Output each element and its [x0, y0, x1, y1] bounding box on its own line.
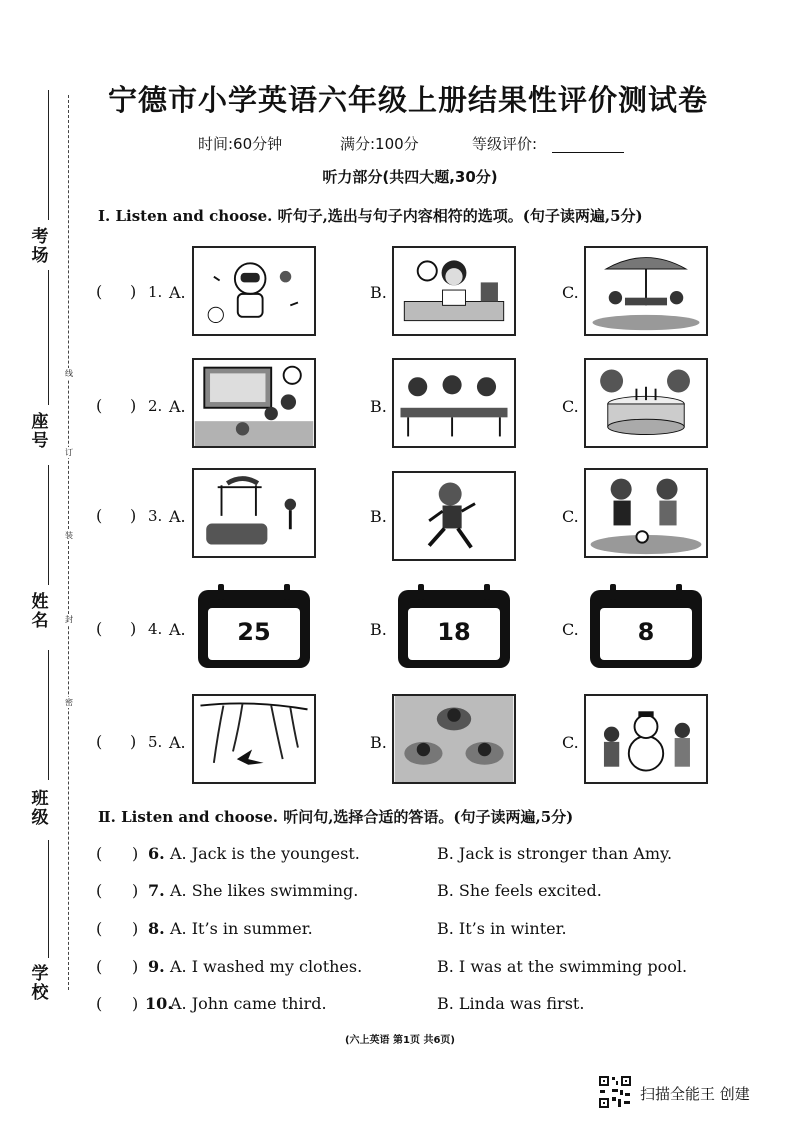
option-b-label: B. [370, 397, 387, 416]
question-number: 5. [148, 733, 163, 751]
binding-dashed-line [68, 95, 69, 990]
question-number: 6. [148, 844, 165, 863]
girl-reading-picture[interactable] [392, 246, 516, 336]
seal-char-line: 线 [65, 369, 73, 378]
option-a-label: A. [169, 507, 186, 526]
willow-swallow-picture[interactable] [192, 694, 316, 784]
option-c-label: C. [562, 507, 579, 526]
answer-option-a[interactable]: A. It’s in summer. [170, 919, 313, 938]
answer-paren-close: ) [132, 994, 139, 1013]
question-number: 8. [148, 919, 165, 938]
class-line [48, 650, 49, 780]
answer-option-b[interactable]: B. Jack is stronger than Amy. [437, 844, 673, 863]
score-info: 满分:100分 [340, 135, 419, 153]
class-label: 班级 [31, 789, 49, 828]
answer-paren-open[interactable]: ( [96, 619, 103, 638]
question-number: 2. [148, 397, 163, 415]
question-number: 10. [145, 994, 173, 1013]
school-label: 学校 [31, 964, 49, 1003]
answer-option-b[interactable]: B. It’s in winter. [437, 919, 567, 938]
answer-option-b[interactable]: B. Linda was first. [437, 994, 585, 1013]
scanner-watermark: 扫描全能王 创建 [640, 1085, 750, 1103]
seal-char-feng: 封 [65, 615, 73, 624]
answer-paren-close: ) [132, 919, 139, 938]
answer-paren-open[interactable]: ( [96, 732, 103, 751]
exam-room-label: 考场 [31, 227, 49, 266]
snowman-children-picture[interactable] [584, 694, 708, 784]
grade-blank[interactable] [552, 152, 624, 153]
question-number: 7. [148, 881, 165, 900]
listening-heading: 听力部分(共四大题,30分) [322, 168, 498, 186]
high-jump-picture[interactable] [192, 468, 316, 558]
picnic-umbrella-picture[interactable] [584, 246, 708, 336]
calendar-date: 25 [237, 618, 271, 646]
question-number: 3. [148, 507, 163, 525]
option-a-label: A. [169, 620, 186, 639]
children-at-desks-picture[interactable] [392, 358, 516, 448]
answer-paren-open[interactable]: ( [96, 881, 103, 900]
option-b-label: B. [370, 507, 387, 526]
answer-option-a[interactable]: A. She likes swimming. [170, 881, 359, 900]
boy-running-picture[interactable] [392, 471, 516, 561]
part2-heading: Ⅱ. Listen and choose. 听问句,选择合适的答语。(句子读两遍,5分) [98, 808, 574, 826]
answer-paren-open[interactable]: ( [96, 396, 103, 415]
answer-paren-open[interactable]: ( [96, 282, 103, 301]
answer-paren-close: ) [132, 881, 139, 900]
option-a-label: A. [169, 397, 186, 416]
answer-paren-open[interactable]: ( [96, 506, 103, 525]
answer-paren-close: ) [130, 732, 137, 751]
name-label: 姓名 [31, 592, 49, 631]
seat-number-line [48, 270, 49, 405]
answer-paren-open[interactable]: ( [96, 844, 103, 863]
answer-paren-close: ) [130, 506, 137, 525]
seal-char-zhuang: 装 [65, 531, 73, 540]
time-info: 时间:60分钟 [198, 135, 283, 153]
answer-option-a[interactable]: A. Jack is the youngest. [170, 844, 360, 863]
option-b-label: B. [370, 733, 387, 752]
boys-football-picture[interactable] [584, 468, 708, 558]
part1-heading: Ⅰ. Listen and choose. 听句子,选出与句子内容相符的选项。(句子读两遍,5分) [98, 207, 643, 225]
option-c-label: C. [562, 733, 579, 752]
school-line [48, 840, 49, 958]
answer-option-a[interactable]: A. John came third. [170, 994, 327, 1013]
option-c-label: C. [562, 397, 579, 416]
astronaut-picture[interactable] [192, 246, 316, 336]
question-number: 4. [148, 620, 163, 638]
option-b-label: B. [370, 283, 387, 302]
qr-code-icon [598, 1075, 632, 1109]
answer-option-b[interactable]: B. She feels excited. [437, 881, 602, 900]
question-number: 1. [148, 283, 163, 301]
name-line [48, 465, 49, 585]
page-footer: (六上英语 第1页 共6页) [344, 1035, 456, 1046]
answer-paren-close: ) [130, 282, 137, 301]
option-c-label: C. [562, 620, 579, 639]
seat-number-label: 座号 [31, 412, 49, 451]
family-watching-tv-picture[interactable] [192, 358, 316, 448]
exam-room-line [48, 90, 49, 220]
answer-paren-close: ) [132, 844, 139, 863]
seal-char-ding: 订 [65, 448, 73, 457]
grade-info: 等级评价: [472, 135, 538, 153]
answer-paren-open[interactable]: ( [96, 957, 103, 976]
answer-paren-open[interactable]: ( [96, 994, 103, 1013]
answer-paren-close: ) [130, 619, 137, 638]
answer-paren-close: ) [130, 396, 137, 415]
answer-option-a[interactable]: A. I washed my clothes. [170, 957, 363, 976]
option-a-label: A. [169, 283, 186, 302]
answer-option-b[interactable]: B. I was at the swimming pool. [437, 957, 688, 976]
option-a-label: A. [169, 733, 186, 752]
calendar-date: 8 [637, 618, 655, 646]
swimming-children-picture[interactable] [392, 694, 516, 784]
seal-char-mi: 密 [65, 698, 73, 707]
calendar-date: 18 [437, 618, 471, 646]
question-number: 9. [148, 957, 165, 976]
option-b-label: B. [370, 620, 387, 639]
answer-paren-open[interactable]: ( [96, 919, 103, 938]
page-title: 宁德市小学英语六年级上册结果性评价测试卷 [107, 83, 708, 117]
birthday-cake-picture[interactable] [584, 358, 708, 448]
answer-paren-close: ) [132, 957, 139, 976]
option-c-label: C. [562, 283, 579, 302]
